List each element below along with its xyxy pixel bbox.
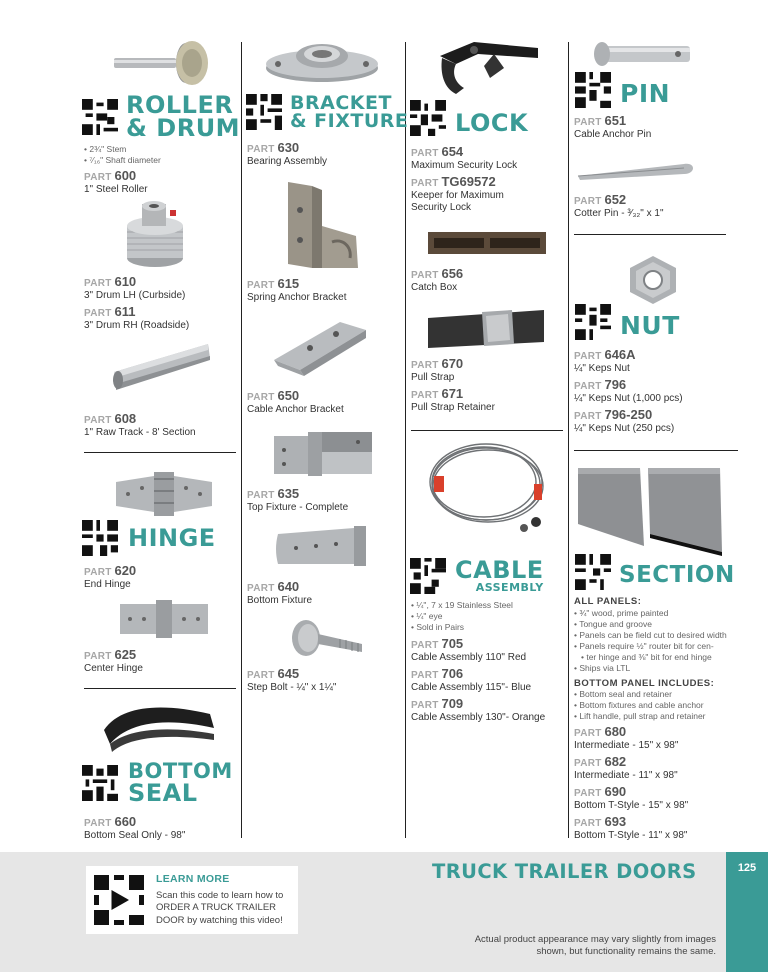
bottom-seal-image [100,700,218,756]
part-description: 1" Steel Roller [84,184,148,195]
section-divider [411,430,563,431]
qr-code-icon[interactable] [82,520,118,556]
part-description: Intermediate - 11" x 98" [574,770,678,781]
learn-more-heading: LEARN MORE [156,873,230,885]
part-description: End Hinge [84,579,131,590]
part-651 [574,113,651,141]
part-description: Step Bolt - ¼" x 1¼" [247,682,337,693]
bullet: • Tongue and groove [574,619,727,630]
disclaimer: Actual product appearance may vary slightly from images shown, but functionality remains the same. [474,934,716,958]
part-description: ¼" Keps Nut (1,000 pcs) [574,393,683,404]
section-divider [574,450,738,451]
part-description: ¼" Keps Nut [574,363,630,374]
part-description: Cable Anchor Pin [574,129,652,140]
all-panels-heading: ALL PANELS: [574,596,642,607]
part-label: PART [574,117,602,128]
category-title: CABLE [455,556,544,585]
part-description: Pull Strap [411,372,455,383]
part-682 [574,754,678,782]
part-number: 796-250 [604,407,653,422]
part-description: Bottom T-Style - 11" x 98" [574,830,688,841]
video-qr-code-icon[interactable] [94,874,144,926]
step-bolt-image [290,618,364,664]
part-615 [247,276,347,304]
part-705 [411,636,526,664]
part-label: PART [411,700,439,711]
section-panels-image [576,464,724,556]
part-description: Cotter Pin - ³⁄₃₂" x 1" [574,208,664,219]
pin-heading [575,72,670,108]
part-label: PART [84,818,112,829]
part-label: PART [411,390,439,401]
part-label: PART [574,381,602,392]
part-label: PART [84,415,112,426]
part-number: 690 [604,784,627,799]
pull-strap-image [426,308,546,352]
pin-image [590,38,700,72]
qr-code-icon[interactable] [410,558,446,594]
lock-image [434,38,544,98]
qr-code-icon[interactable] [82,765,118,801]
category-title: BOTTOM [128,759,233,783]
part-label: PART [84,308,112,319]
hinge-heading [82,520,216,556]
part-number: 693 [604,814,627,829]
part-number: 651 [604,113,627,128]
bullet: • Ships via LTL [574,663,727,674]
part-number: 635 [277,486,300,501]
nut-image [626,254,680,306]
part-number: 630 [277,140,300,155]
bottom-fixture-image [274,524,372,570]
qr-code-icon[interactable] [575,554,611,590]
part-630 [247,140,327,168]
part-description: Intermediate - 15" x 98" [574,740,679,751]
part-number: 652 [604,192,627,207]
bullet: • ¼" eye [411,611,513,622]
part-label: PART [247,392,275,403]
roller-bullets [84,144,161,166]
part-label: PART [247,583,275,594]
top-fixture-image [272,430,374,480]
catch-box-image [426,230,548,256]
part-label: PART [574,758,602,769]
part-652 [574,192,664,220]
part-label: PART [574,196,602,207]
qr-code-icon[interactable] [410,100,446,136]
part-656 [411,266,463,294]
part-label: PART [247,670,275,681]
part-label: PART [574,411,602,422]
cable-image [420,438,552,538]
part-number: 645 [277,666,300,681]
part-description: Center Hinge [84,663,143,674]
bullet: • ¾" wood, prime painted [574,608,727,619]
part-description: Bottom T-Style - 15" x 98" [574,800,689,811]
part-label: PART [411,670,439,681]
drum-image [124,200,186,268]
part-number: 680 [604,724,627,739]
part-label: PART [411,270,439,281]
part-610 [84,274,185,302]
category-title: ROLLER [126,91,234,119]
part-number: 608 [114,411,137,426]
part-description: Cable Assembly 115"- Blue [411,682,532,693]
part-640 [247,579,312,607]
part-label: PART [411,640,439,651]
part-680 [574,724,678,752]
part-611 [84,304,189,332]
part-number: 682 [604,754,627,769]
cable-anchor-bracket-image [270,316,370,376]
category-title: & FIXTURE [290,110,409,133]
part-number: 705 [441,636,464,651]
bullet: • Panels require ½" router bit for cen- [574,641,727,652]
part-description: 3" Drum LH (Curbside) [84,290,186,301]
part-625 [84,647,143,675]
category-title: PIN [620,79,671,109]
part-number: 660 [114,814,137,829]
part-description: Security Lock [411,202,472,213]
part-label: PART [247,490,275,501]
qr-code-icon[interactable] [575,72,611,108]
part-645 [247,666,336,694]
part-number: 650 [277,388,300,403]
part-709 [411,696,545,724]
part-number: 600 [114,168,137,183]
part-label: PART [247,280,275,291]
part-number: TG69572 [441,174,496,189]
part-description: Bearing Assembly [247,156,328,167]
bullet: • Lift handle, pull strap and retainer [574,711,706,722]
category-title: LOCK [455,108,529,137]
part-690 [574,784,688,812]
part-796 [574,377,683,405]
part-description: 3" Drum RH (Roadside) [84,320,190,331]
part-description: Bottom Fixture [247,595,313,606]
part-660 [84,814,185,842]
part-description: Cable Assembly 110" Red [411,652,527,663]
category-title: SECTION [619,562,735,589]
section-divider [84,452,236,453]
part-description: Catch Box [411,282,458,293]
track-image [112,336,212,396]
part-number: 709 [441,696,464,711]
part-number: 646A [604,347,636,362]
part-620 [84,563,136,591]
roller-drum-heading [82,91,241,142]
part-650 [247,388,344,416]
part-tg69572 [411,174,504,214]
category-title: SEAL [128,778,198,807]
part-label: PART [574,351,602,362]
part-number: 610 [114,274,137,289]
part-label: PART [84,651,112,662]
part-number: 671 [441,386,464,401]
bottom-seal-heading [82,759,233,807]
category-title: BRACKET [290,92,392,114]
part-label: PART [574,728,602,739]
part-label: PART [411,148,439,159]
part-label: PART [84,567,112,578]
part-label: PART [411,360,439,371]
part-description: Keeper for Maximum [411,190,504,201]
part-706 [411,666,531,694]
part-description: Spring Anchor Bracket [247,292,347,303]
center-hinge-image [118,598,210,640]
cotter-pin-image [574,158,698,186]
bullet: • Panels can be field cut to desired width [574,630,727,641]
part-label: PART [574,788,602,799]
learn-more-box[interactable] [86,866,298,934]
part-number: 670 [441,356,464,371]
part-number: 615 [277,276,300,291]
part-646a [574,347,636,375]
part-description: Cable Anchor Bracket [247,404,344,415]
roller-image [112,38,212,88]
part-label: PART [574,818,602,829]
bullet: • 2¾" Stem [84,144,161,155]
part-796-250 [574,407,674,435]
spring-anchor-bracket-image [282,180,362,272]
part-693 [574,814,687,842]
section-divider [574,234,726,235]
section-heading [575,554,735,590]
part-description: Pull Strap Retainer [411,402,495,413]
bullet-continuation: • ter hinge and ⅜" bit for end hinge [574,652,727,663]
part-label: PART [411,178,439,189]
all-panels-bullets [574,608,727,674]
bullet: • Bottom seal and retainer [574,689,706,700]
part-number: 654 [441,144,464,159]
part-number: 656 [441,266,464,281]
part-number: 620 [114,563,137,578]
bearing-image [264,40,380,84]
part-description: Bottom Seal Only - 98" [84,830,186,841]
part-label: PART [247,144,275,155]
footer-title: TRUCK TRAILER DOORS [432,860,697,883]
bottom-panel-heading: BOTTOM PANEL INCLUDES: [574,678,715,689]
category-subtitle: ASSEMBLY [475,580,544,594]
bullet: • Sold in Pairs [411,622,513,633]
part-654 [411,144,517,172]
nut-heading [575,304,680,340]
part-description: Maximum Security Lock [411,160,518,171]
lock-heading [410,100,528,136]
part-description: Cable Assembly 130"- Orange [411,712,546,723]
part-670 [411,356,463,384]
bullet: • ¼", 7 x 19 Stainless Steel [411,600,513,611]
bottom-panel-bullets [574,689,706,722]
end-hinge-image [114,468,214,522]
section-divider [84,688,236,689]
qr-code-icon[interactable] [246,94,282,130]
category-title: HINGE [128,523,216,552]
part-label: PART [84,278,112,289]
part-description: Top Fixture - Complete [247,502,349,513]
part-608 [84,411,196,439]
column-divider [405,42,406,838]
cable-bullets [411,600,513,633]
category-title: & DRUM [126,113,241,142]
part-number: 625 [114,647,137,662]
part-600 [84,168,148,196]
part-description: ¼" Keps Nut (250 pcs) [574,423,675,434]
part-number: 640 [277,579,300,594]
qr-code-icon[interactable] [82,99,118,135]
column-divider [241,42,242,838]
part-number: 611 [114,304,136,319]
part-label: PART [84,172,112,183]
column-divider [568,42,569,838]
bracket-heading [246,92,409,133]
category-title: NUT [620,311,680,341]
bullet: • Bottom fixtures and cable anchor [574,700,706,711]
part-671 [411,386,495,414]
page-number: 125 [737,862,757,874]
qr-code-icon[interactable] [575,304,611,340]
part-number: 706 [441,666,464,681]
part-number: 796 [604,377,627,392]
bullet: • ⁷⁄₁₆" Shaft diameter [84,155,161,166]
cable-heading [410,558,544,594]
part-description: 1" Raw Track - 8' Section [84,427,196,438]
learn-more-text: Scan this code to learn how to ORDER A TRUCK TRAILER DOOR by watching this video! [156,890,284,926]
part-635 [247,486,348,514]
